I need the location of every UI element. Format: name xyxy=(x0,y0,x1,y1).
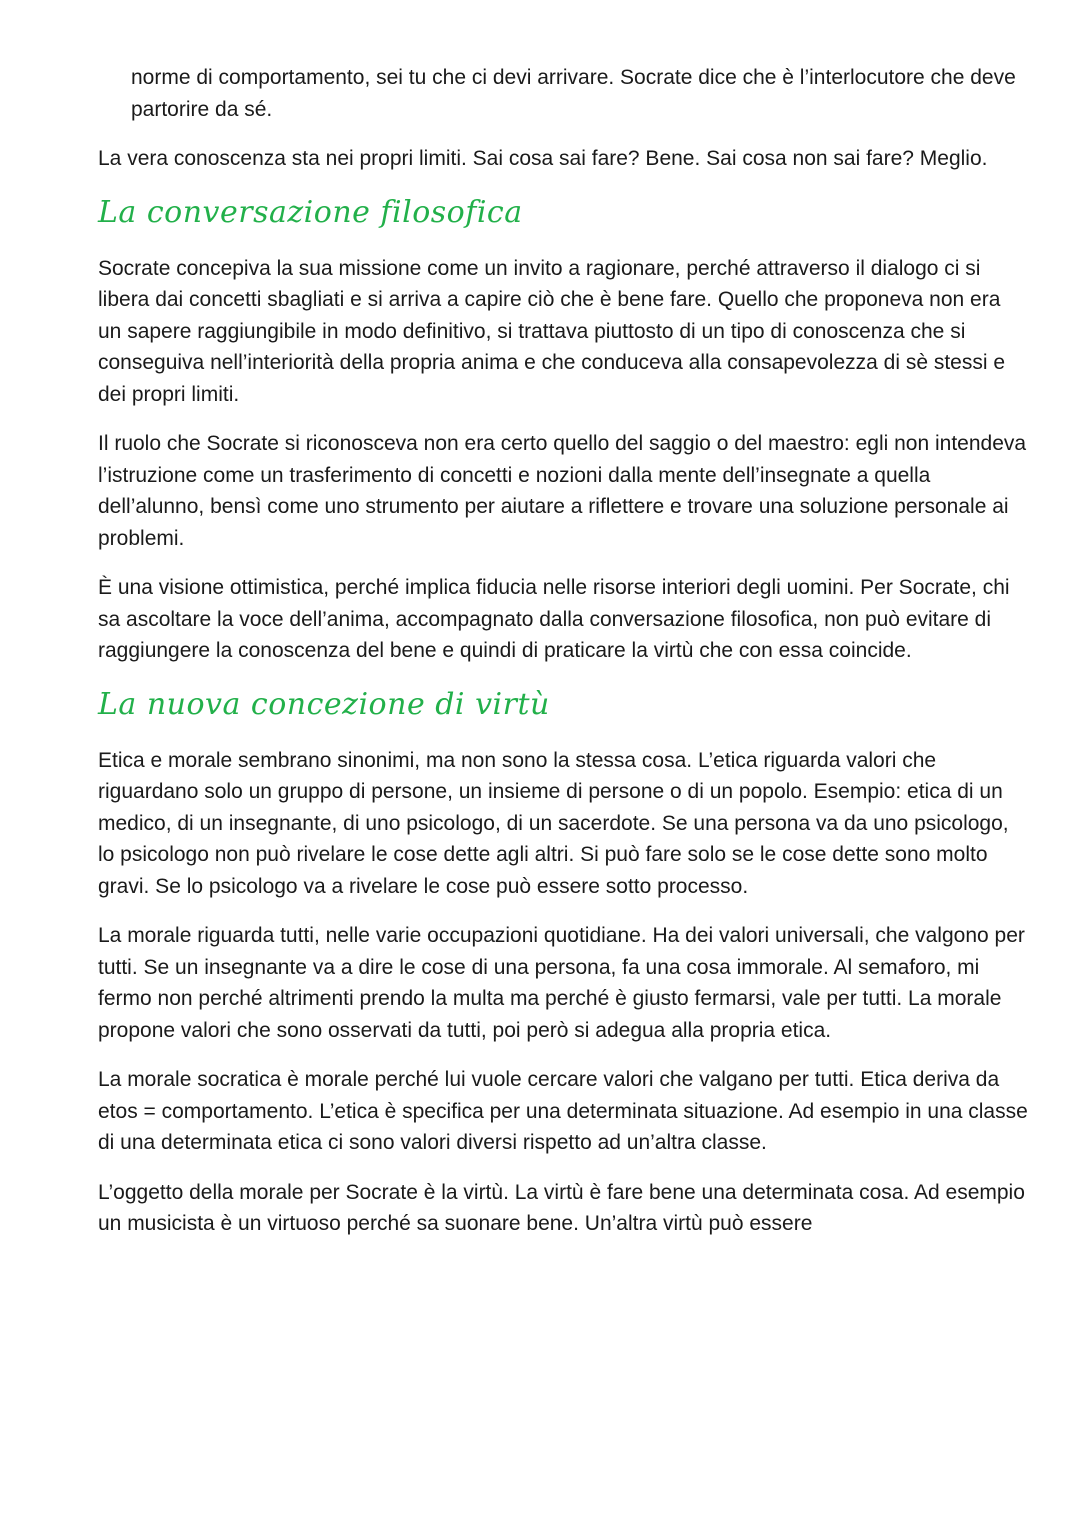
continuation-paragraph: norme di comportamento, sei tu che ci devi arrivare. Socrate dice che è l’interlocutore che deve partorire da sé. xyxy=(131,66,1016,121)
section-heading-conversazione: La conversazione filosofica xyxy=(98,194,523,230)
paragraph: Etica e morale sembrano sinonimi, ma non sono la stessa cosa. L’etica riguarda valori che riguardano solo un gruppo di persone, un insieme di persone o di un popolo. Esempio: etica di un medico, di un insegnante, di uno psicologo, di un sacerdote. Se una persona va da uno psicologo, lo psicologo non può rivelare le cose dette agli altri. Si può fare solo se le cose dette sono molto gravi. Se lo psicologo va a rivelare le cose può essere sotto processo. xyxy=(98,748,1009,898)
paragraph: È una visione ottimistica, perché implica fiducia nelle risorse interiori degli uomini. Per Socrate, chi sa ascoltare la voce dell’anima, accompagnato dalla conversazione filosofica, non può evitare di raggiungere la conoscenza del bene e quindi di praticare la virtù che con essa coincide. xyxy=(98,576,1010,662)
intro-paragraph: La vera conoscenza sta nei propri limiti. Sai cosa sai fare? Bene. Sai cosa non sai fare? Meglio. xyxy=(98,147,988,170)
paragraph: Socrate concepiva la sua missione come un invito a ragionare, perché attraverso il dialogo ci si libera dai concetti sbagliati e si arriva a capire ciò che è bene fare. Quello che proponeva non era un sapere raggiungibile in modo definitivo, si trattava piuttosto di un tipo di conoscenza che si conseguiva nell’interiorità della propria anima e che conduceva alla consapevolezza di sè stessi e dei propri limiti. xyxy=(98,256,1006,406)
paragraph: La morale socratica è morale perché lui vuole cercare valori che valgano per tutti. Etica deriva da etos = comportamento. L’etica è specifica per una determinata situazione. Ad esempio in una classe di una determinata etica ci sono valori diversi rispetto ad un’altra classe. xyxy=(98,1068,1028,1154)
section-heading-virtu: La nuova concezione di virtù xyxy=(98,686,550,722)
paragraph: L’oggetto della morale per Socrate è la virtù. La virtù è fare bene una determinata cosa. Ad esempio un musicista è un virtuoso perché sa suonare bene. Un’altra virtù può essere xyxy=(98,1180,1025,1235)
paragraph: La morale riguarda tutti, nelle varie occupazioni quotidiane. Ha dei valori universali, che valgono per tutti. Se un insegnante va a dire le cose di una persona, fa una cosa immorale. Al semaforo, mi fermo non perché altrimenti prendo la multa ma perché è giusto fermarsi, vale per tutti. La morale propone valori che sono osservati da tutti, poi però si adegua alla propria etica. xyxy=(98,924,1025,1042)
document-page xyxy=(98,62,1028,1258)
paragraph: Il ruolo che Socrate si riconosceva non era certo quello del saggio o del maestro: egli non intendeva l’istruzione come un trasferimento di concetti e nozioni dalla mente dell’insegnate a quella dell’alunno, bensì come uno strumento per aiutare a riflettere e trovare una soluzione personale ai problemi. xyxy=(98,432,1027,550)
